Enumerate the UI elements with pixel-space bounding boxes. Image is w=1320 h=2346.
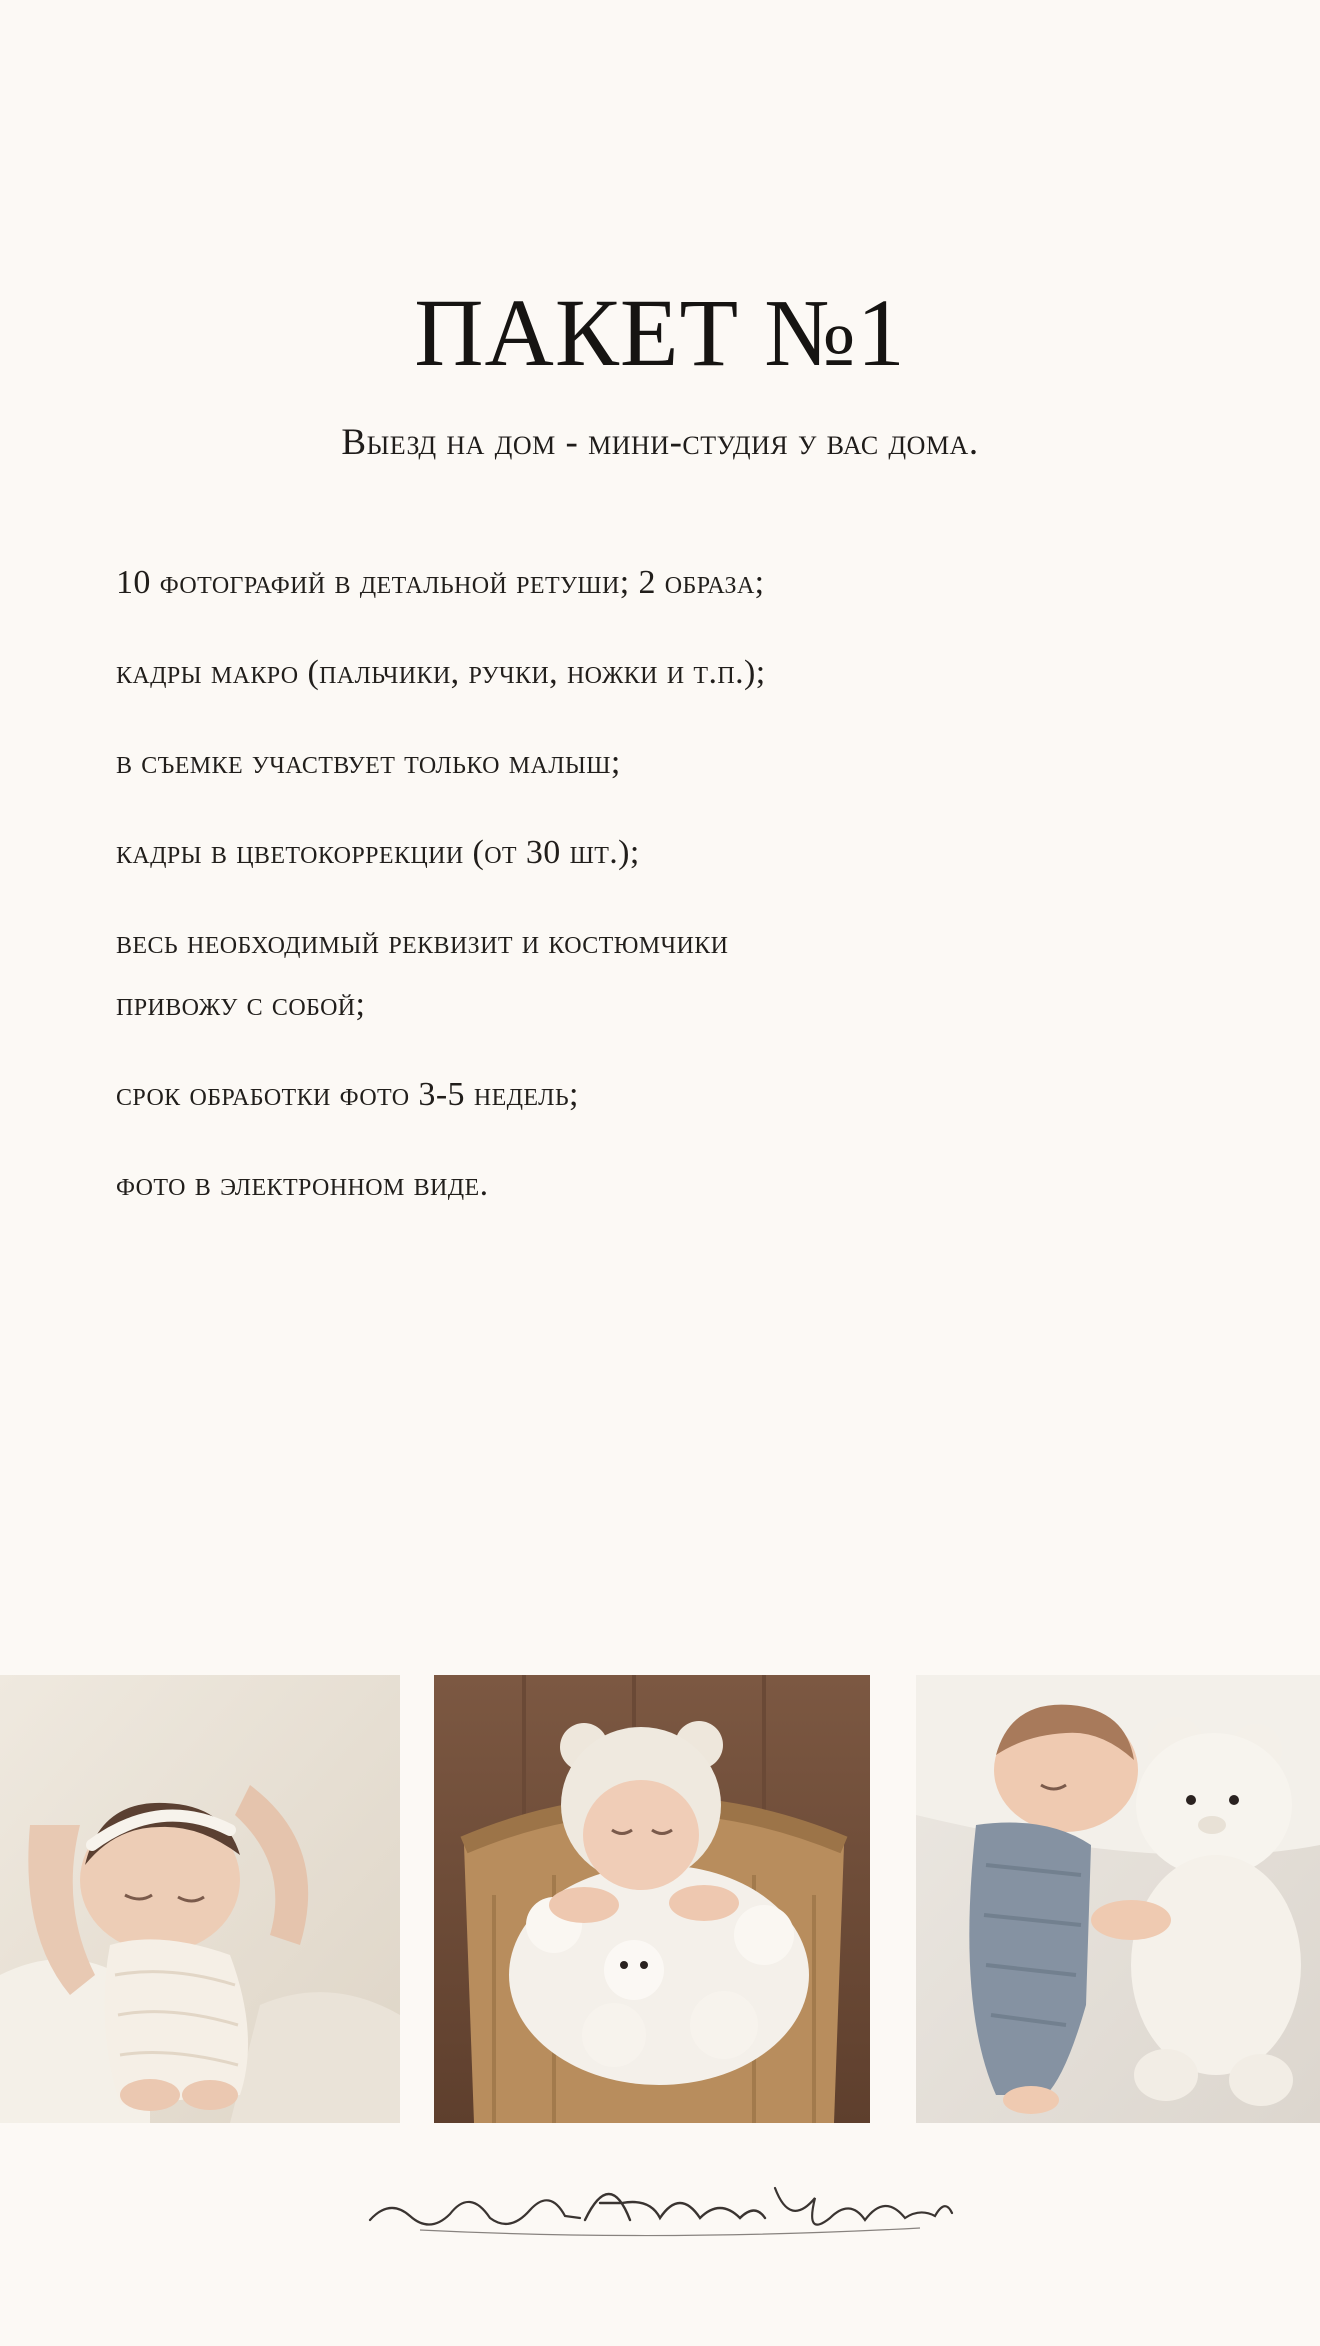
photo-gallery [0,1675,1320,2123]
feature-item [116,912,1236,1036]
photo-newborn-headband [0,1675,400,2123]
photo-newborn-bear-hat [434,1675,870,2123]
feature-list [116,552,1236,1244]
signature-logo [360,2158,960,2248]
feature-line: привожу с собой; [116,986,366,1023]
feature-line: 10 фотографий в детальной ретуши; 2 образа; [116,564,765,601]
package-subtitle: Выезд на дом - мини-студия у вас дома. [341,422,979,463]
feature-item [116,642,1236,704]
newborn-bear-hat-image [434,1675,870,2123]
newborn-teddy-image [916,1675,1320,2123]
feature-item [116,552,1236,614]
photographer-signature [0,2158,1320,2248]
newborn-headband-image [0,1675,400,2123]
feature-line: кадры макро (пальчики, ручки, ножки и т.п.); [116,654,766,691]
feature-line: кадры в цветокоррекции (от 30 шт.); [116,834,640,871]
feature-line: весь необходимый реквизит и костюмчики [116,924,729,961]
feature-item [116,1154,1236,1216]
photo-newborn-teddy [916,1675,1320,2123]
feature-line: срок обработки фото 3-5 недель; [116,1076,579,1113]
feature-line: в съемке участвует только малыш; [116,744,621,781]
feature-item [116,732,1236,794]
feature-line: фото в электронном виде. [116,1166,489,1203]
feature-item [116,822,1236,884]
package-title: ПАКЕТ №1 [414,279,906,386]
feature-item [116,1064,1236,1126]
